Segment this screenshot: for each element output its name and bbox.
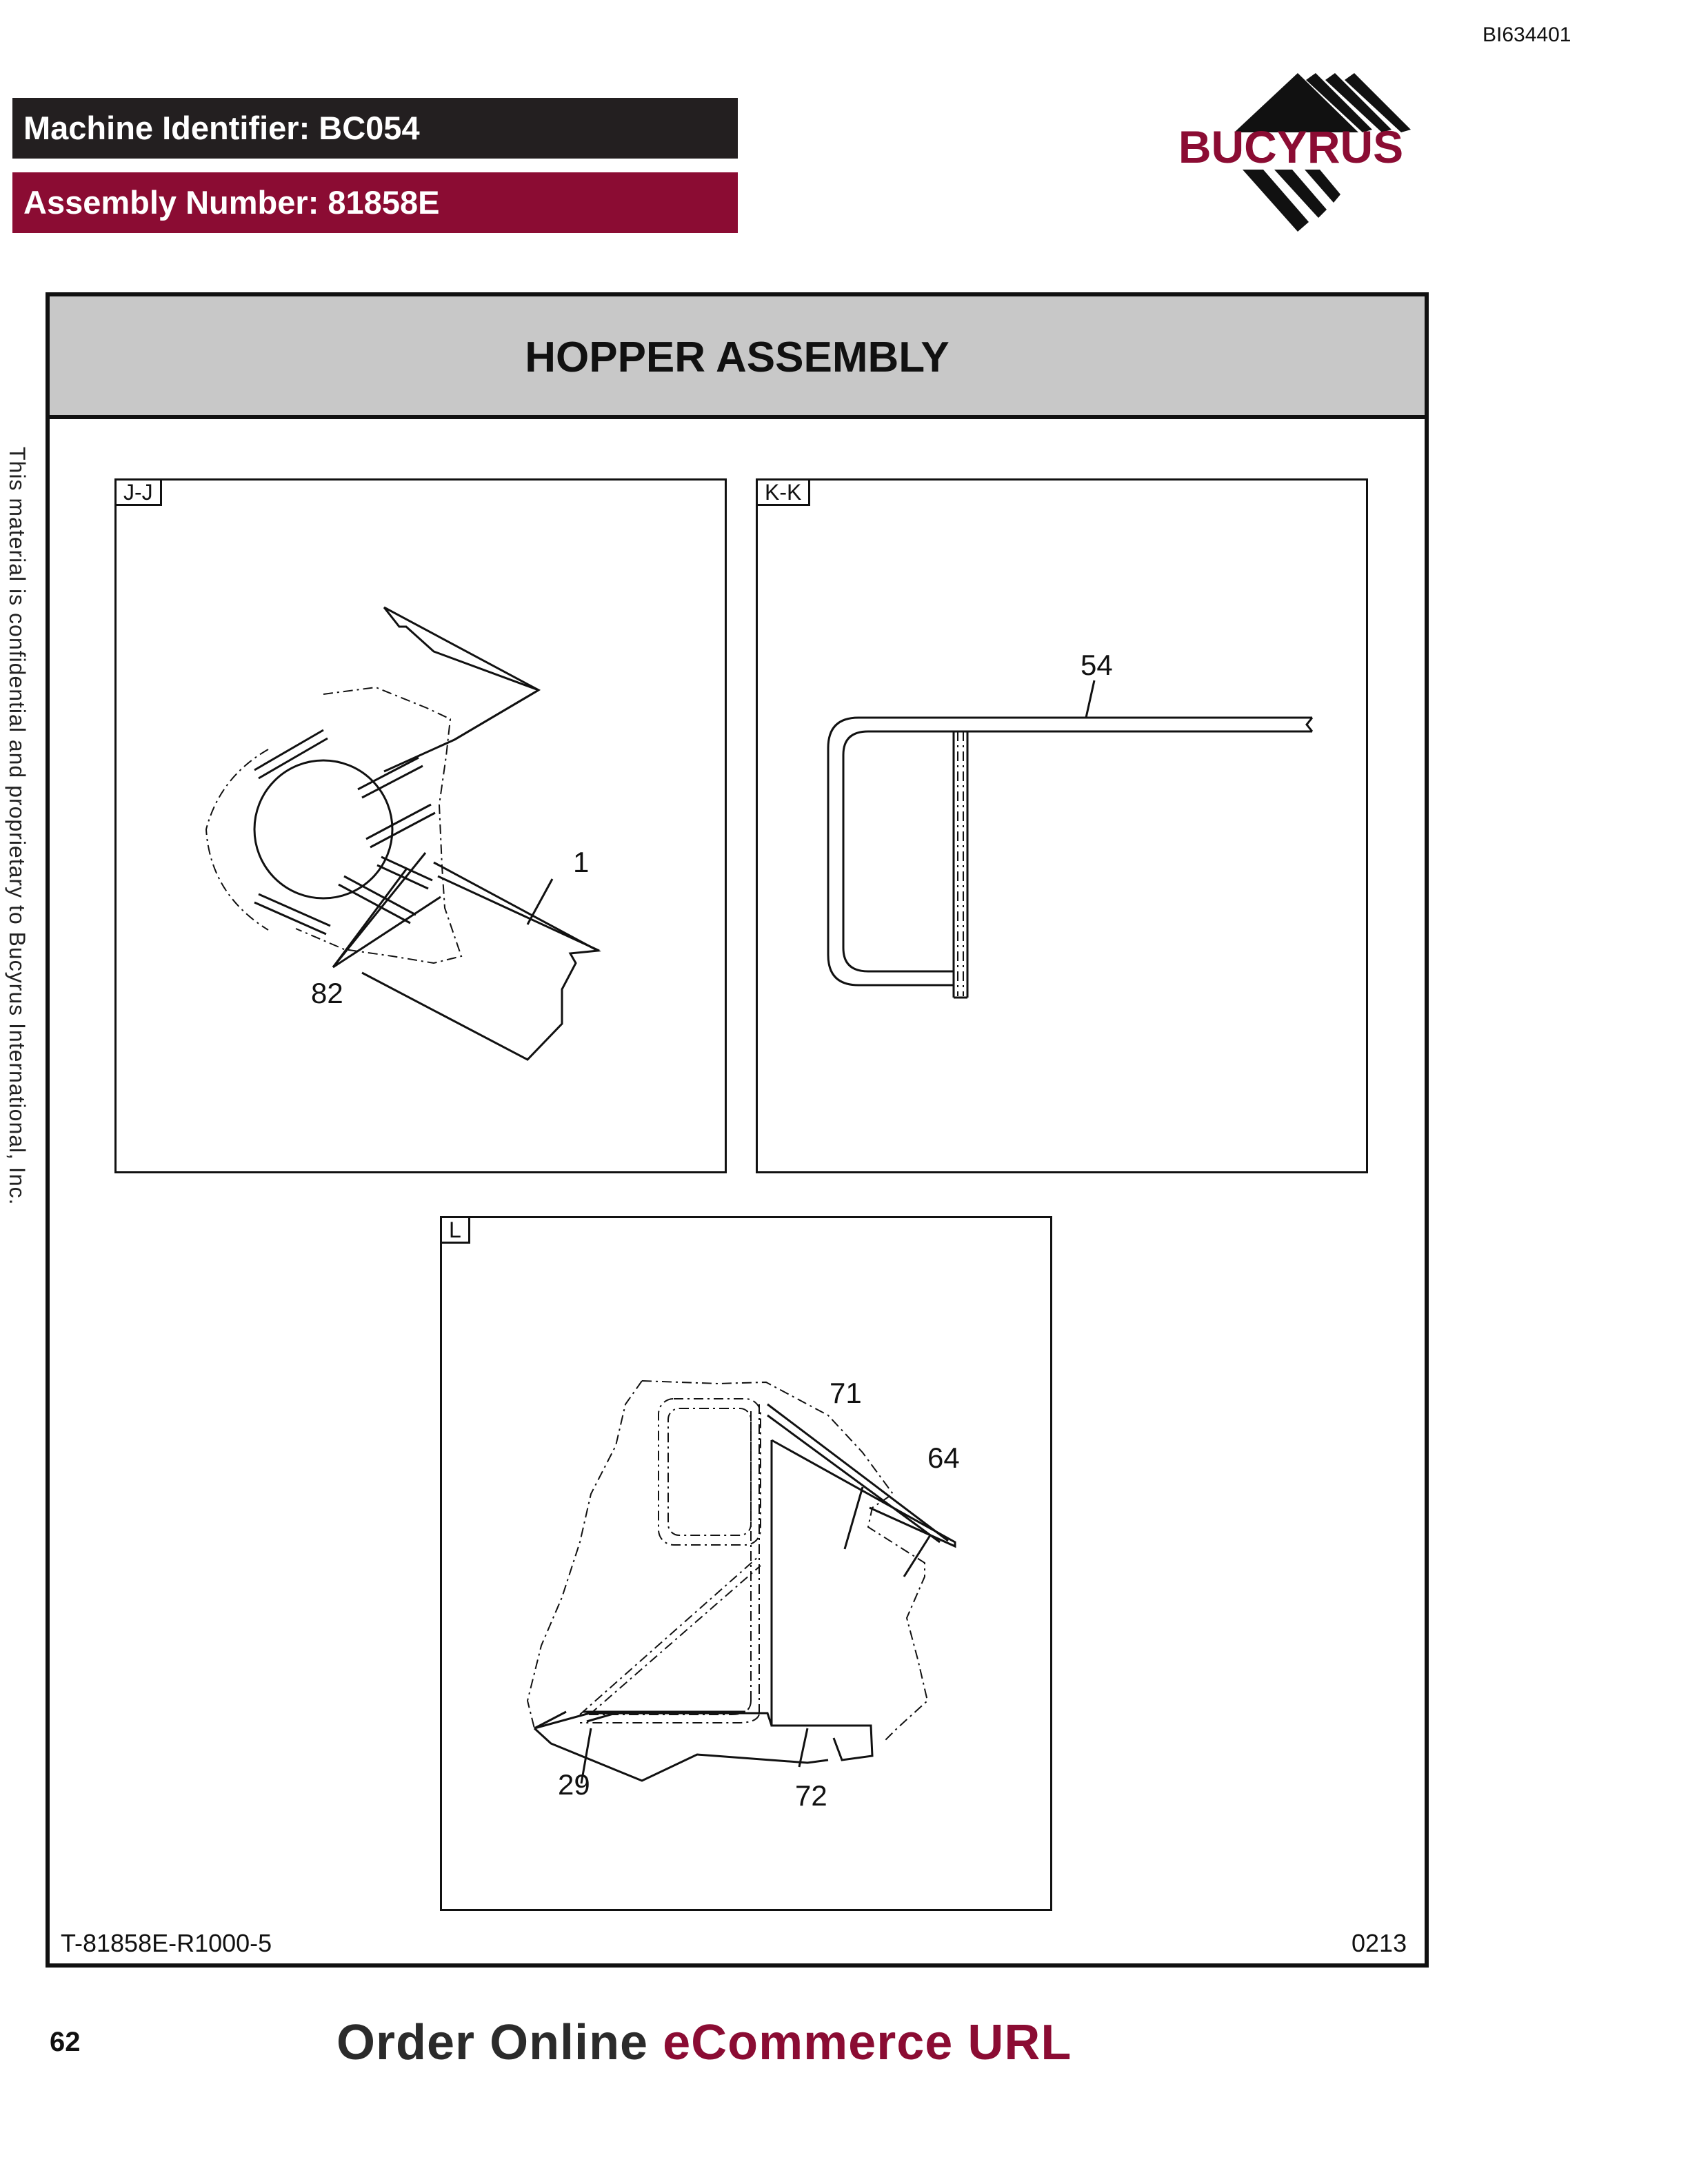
page-number: 62 bbox=[50, 2027, 81, 2057]
document-id: BI634401 bbox=[1483, 23, 1571, 46]
drawing-frame bbox=[46, 292, 1429, 1968]
callout-82: 82 bbox=[311, 977, 343, 1009]
callout-64: 64 bbox=[927, 1442, 960, 1474]
callout-71: 71 bbox=[830, 1377, 862, 1409]
confidentiality-note: This material is confidential and proprietary to Bucyrus International, Inc. bbox=[5, 447, 30, 1206]
page-title: HOPPER ASSEMBLY bbox=[50, 296, 1425, 419]
machine-identifier-bar: Machine Identifier: BC054 bbox=[12, 98, 738, 159]
callout-1: 1 bbox=[573, 846, 590, 878]
view-label-l: L bbox=[442, 1218, 470, 1244]
order-online-banner[interactable] bbox=[336, 2014, 1072, 2071]
view-j-j bbox=[114, 478, 727, 1173]
drawing-reference: T-81858E-R1000-5 bbox=[61, 1929, 272, 1957]
logo-wordmark: BUCYRUS bbox=[1178, 121, 1404, 172]
order-online-label: Order Online bbox=[336, 2015, 649, 2070]
view-j-j-drawing bbox=[117, 481, 729, 1175]
callout-54: 54 bbox=[1081, 649, 1113, 681]
bucyrus-logo bbox=[1153, 69, 1429, 241]
view-l bbox=[440, 1216, 1052, 1911]
view-k-k bbox=[756, 478, 1368, 1173]
assembly-number-bar: Assembly Number: 81858E bbox=[12, 172, 738, 233]
view-k-k-drawing bbox=[758, 481, 1370, 1175]
view-label-k-k: K-K bbox=[758, 481, 810, 506]
ecommerce-url-link[interactable]: eCommerce URL bbox=[663, 2015, 1072, 2070]
view-l-drawing bbox=[442, 1218, 1054, 1913]
callout-72: 72 bbox=[795, 1779, 827, 1812]
date-code: 0213 bbox=[1352, 1929, 1407, 1957]
view-label-j-j: J-J bbox=[117, 481, 162, 506]
callout-29: 29 bbox=[558, 1768, 590, 1801]
